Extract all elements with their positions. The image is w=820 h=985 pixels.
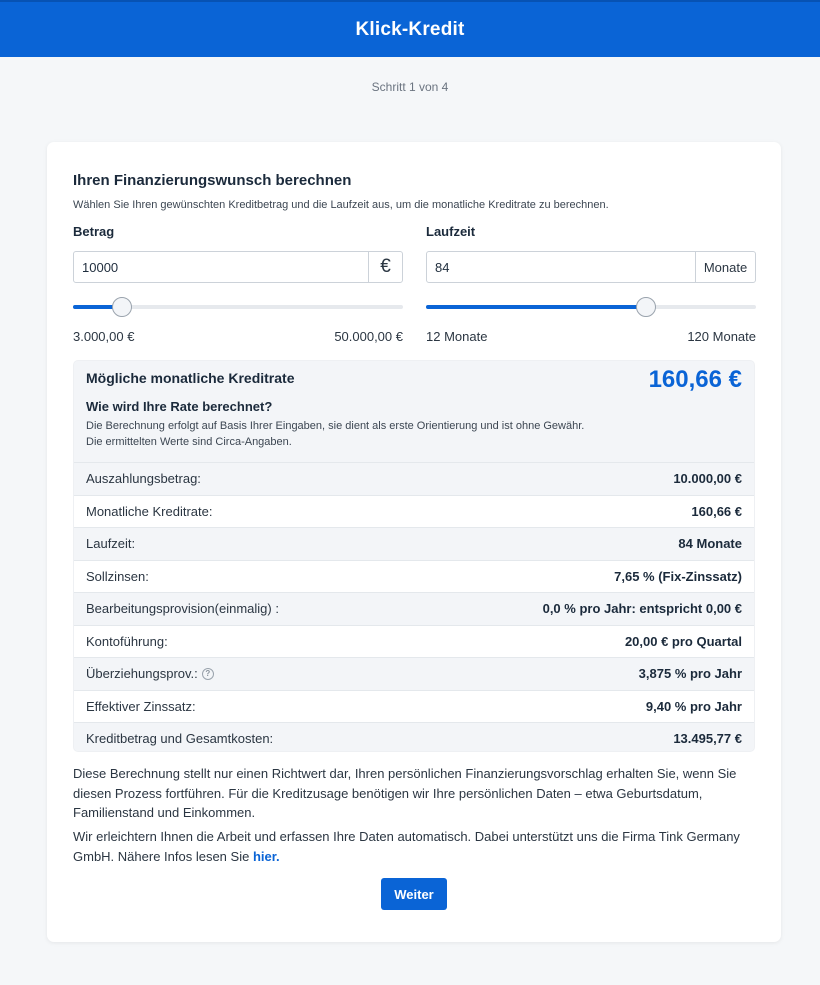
row-label: Kreditbetrag und Gesamtkosten: (86, 731, 274, 747)
next-button[interactable]: Weiter (381, 878, 447, 910)
calculator-card (47, 142, 781, 942)
info-paragraph-2-text: Wir erleichtern Ihnen die Arbeit und erfassen Ihre Daten automatisch. Dabei unterstützt uns die Firma Tink Germany GmbH. Nähere Infos lesen Sie (73, 829, 740, 864)
term-label: Laufzeit (426, 224, 476, 239)
monthly-rate-value: 160,66 € (648, 366, 742, 393)
term-min-label: 12 Monate (426, 329, 488, 344)
row-value: 9,40 % pro Jahr (645, 698, 742, 714)
result-rows (74, 462, 754, 752)
row-value: 20,00 € pro Quartal (624, 633, 742, 649)
explanation-line-1: Die Berechnung erfolgt auf Basis Ihrer Eingaben, sie dient als erste Orientierung und ist ohne Gewähr. (86, 420, 585, 432)
info-paragraph-2 (73, 827, 763, 866)
amount-min-label: 3.000,00 € (73, 329, 135, 344)
row-value: 0,0 % pro Jahr: entspricht 0,00 € (542, 601, 742, 617)
row-label: Kontoführung: (86, 633, 168, 649)
term-input-group (426, 251, 756, 283)
term-slider-handle[interactable] (636, 297, 656, 317)
explanation-line-2: Die ermittelten Werte sind Circa-Angaben. (86, 436, 292, 448)
calculator-title: Ihren Finanzierungswunsch berechnen (73, 172, 352, 189)
info-link[interactable]: hier. (252, 848, 280, 864)
row-label: Bearbeitungsprovision(einmalig) : (86, 601, 279, 617)
amount-max-label: 50.000,00 € (334, 329, 403, 344)
row-label-text: Überziehungsprov.: (86, 666, 198, 682)
table-row (74, 462, 754, 495)
row-value: 84 Monate (678, 536, 742, 552)
row-label: Laufzeit: (86, 536, 136, 552)
table-row (74, 527, 754, 560)
table-row (74, 625, 754, 658)
info-paragraph-1: Diese Berechnung stellt nur einen Richtwert dar, Ihren persönlichen Finanzierungsvorschlag erhalten Sie, wenn Sie diesen Prozess fortführen. Für die Kreditzusage benötigen wir Ihre persönlichen Daten – etwa Geburtsdatum, Familienstand und Einkommen. (73, 766, 737, 820)
table-row (74, 690, 754, 723)
result-panel-header (74, 361, 754, 462)
term-slider-fill (426, 305, 646, 309)
amount-input[interactable] (74, 252, 368, 282)
table-row (74, 592, 754, 625)
table-row (74, 495, 754, 528)
calculation-explanation (86, 418, 706, 450)
amount-label: Betrag (73, 224, 115, 239)
term-slider[interactable] (426, 297, 756, 317)
row-label: Effektiver Zinssatz: (86, 698, 196, 714)
calculator-subtitle: Wählen Sie Ihren gewünschten Kreditbetrag und die Laufzeit aus, um die monatliche Kreditrate zu berechnen. (73, 199, 609, 211)
calculation-question: Wie wird Ihre Rate berechnet? (86, 399, 273, 414)
row-value: 160,66 € (691, 503, 742, 519)
row-value: 10.000,00 € (673, 471, 742, 487)
row-value: 13.495,77 € (673, 731, 742, 747)
result-title: Mögliche monatliche Kreditrate (86, 370, 295, 386)
result-panel (73, 360, 755, 752)
table-row (74, 722, 754, 752)
row-label: Sollzinsen: (86, 568, 149, 584)
row-label: Auszahlungsbetrag: (86, 471, 201, 487)
row-label: Monatliche Kreditrate: (86, 503, 213, 519)
table-row (74, 657, 754, 690)
step-indicator: Schritt 1 von 4 (371, 80, 449, 94)
euro-icon: € (368, 252, 402, 282)
amount-slider[interactable] (73, 297, 403, 317)
row-label (86, 666, 214, 681)
help-icon[interactable]: ? (202, 668, 214, 680)
term-unit: Monate (695, 252, 755, 282)
amount-input-group (73, 251, 403, 283)
header-bar (0, 0, 820, 57)
amount-slider-handle[interactable] (112, 297, 132, 317)
term-max-label: 120 Monate (687, 329, 756, 344)
table-row (74, 560, 754, 593)
term-input[interactable] (427, 252, 695, 282)
row-value: 7,65 % (Fix-Zinssatz) (614, 568, 742, 584)
app-title: Klick-Kredit (355, 18, 465, 40)
row-value: 3,875 % pro Jahr (638, 666, 742, 682)
